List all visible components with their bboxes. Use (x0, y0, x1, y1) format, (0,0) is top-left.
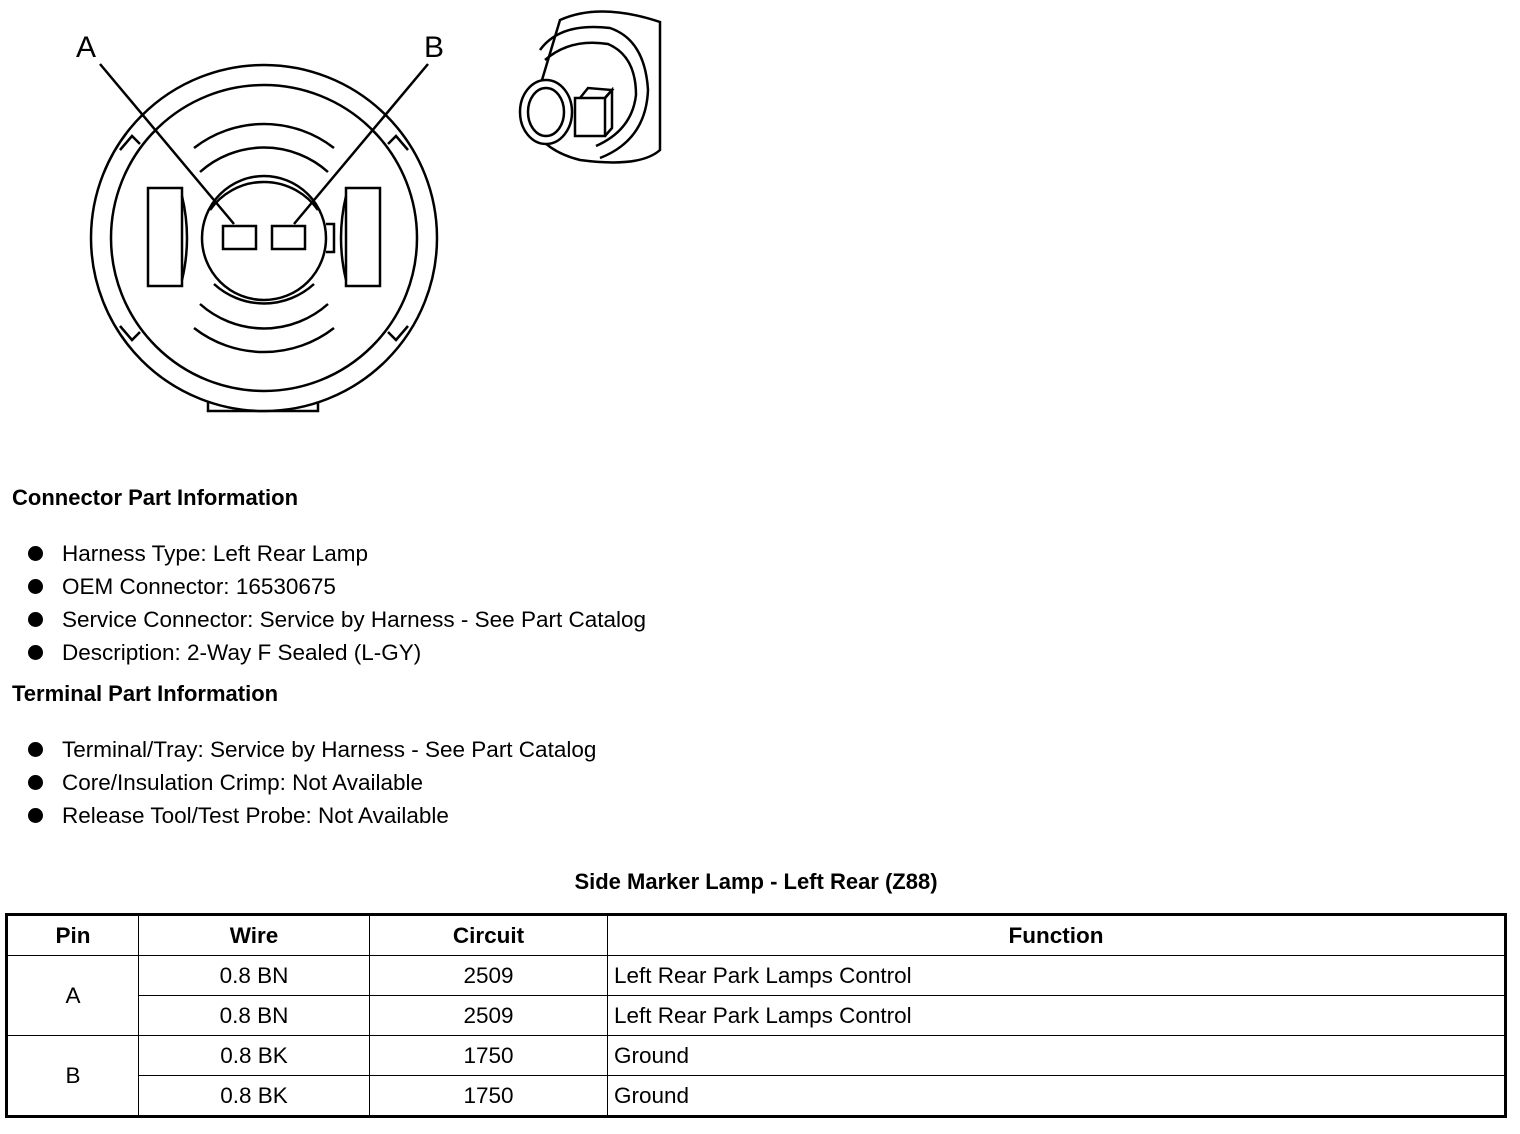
connector-info-list (28, 537, 646, 669)
cell-function: Ground (608, 1036, 1506, 1076)
list-item: Description: 2-Way F Sealed (L-GY) (28, 636, 646, 669)
cell-wire: 0.8 BN (139, 996, 370, 1036)
table-header-row (7, 915, 1506, 956)
cell-pin: A (7, 956, 139, 1036)
pin-label-b: B (424, 31, 445, 64)
pin-label-a: A (76, 31, 97, 64)
pin-table-title: Side Marker Lamp - Left Rear (Z88) (574, 869, 938, 894)
connector-diagram (0, 0, 700, 430)
cell-wire: 0.8 BK (139, 1076, 370, 1117)
table-row (7, 1076, 1506, 1117)
bullet-icon (28, 775, 43, 790)
list-item: Terminal/Tray: Service by Harness - See Part Catalog (28, 733, 596, 766)
header-pin: Pin (7, 915, 139, 956)
list-item: Release Tool/Test Probe: Not Available (28, 799, 596, 832)
cell-circuit: 2509 (370, 996, 608, 1036)
cell-wire: 0.8 BK (139, 1036, 370, 1076)
cell-circuit: 2509 (370, 956, 608, 996)
list-item: Service Connector: Service by Harness - See Part Catalog (28, 603, 646, 636)
terminal-info-title: Terminal Part Information (12, 681, 279, 706)
list-item: Core/Insulation Crimp: Not Available (28, 766, 596, 799)
bullet-icon (28, 612, 43, 627)
cell-function: Left Rear Park Lamps Control (608, 956, 1506, 996)
list-item: OEM Connector: 16530675 (28, 570, 646, 603)
cell-circuit: 1750 (370, 1076, 608, 1117)
header-function: Function (608, 915, 1506, 956)
bullet-icon (28, 546, 43, 561)
bullet-icon (28, 808, 43, 823)
bullet-icon (28, 742, 43, 757)
table-row (7, 996, 1506, 1036)
table-row (7, 956, 1506, 996)
header-wire: Wire (139, 915, 370, 956)
bullet-icon (28, 579, 43, 594)
connector-info-title: Connector Part Information (12, 485, 299, 510)
list-item: Harness Type: Left Rear Lamp (28, 537, 646, 570)
cell-circuit: 1750 (370, 1036, 608, 1076)
header-circuit: Circuit (370, 915, 608, 956)
cell-pin: B (7, 1036, 139, 1117)
cell-function: Ground (608, 1076, 1506, 1117)
pin-table (5, 913, 1507, 1118)
connector-3d-view (520, 11, 660, 162)
cell-wire: 0.8 BN (139, 956, 370, 996)
terminal-info-list (28, 733, 596, 832)
bullet-icon (28, 645, 43, 660)
cell-function: Left Rear Park Lamps Control (608, 996, 1506, 1036)
table-row (7, 1036, 1506, 1076)
